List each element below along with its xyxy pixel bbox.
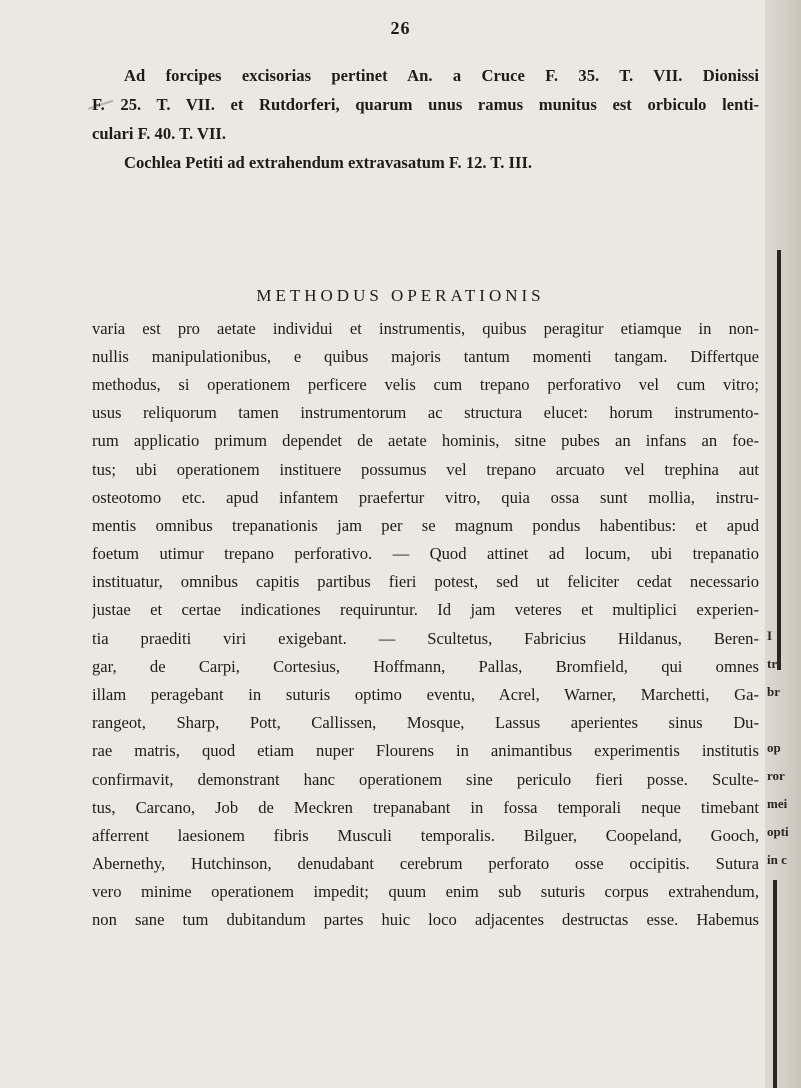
intro-line: Cochlea Petiti ad extrahendum extravasatum F. 12. T. III.	[124, 153, 533, 172]
adjacent-page-edge	[765, 0, 801, 1088]
body-line: vero minime operationem impedit; quum enim sub suturis corpus extrahendum,	[92, 882, 759, 901]
body-line: afferrent laesionem fibris Musculi temporalis. Bilguer, Coopeland, Gooch,	[92, 826, 759, 845]
edge-text-fragment: ror	[767, 768, 785, 783]
body-line: nullis manipulationibus, e quibus majoris tantum momenti tangam. Differtque	[92, 347, 759, 366]
body-line: justae et certae indicationes requiruntur. Id jam veteres et multiplici experien-	[92, 600, 759, 619]
page-edge-shadow	[777, 250, 781, 670]
page-number: 26	[390, 18, 411, 38]
intro-line: F. 25. T. VII. et Rutdorferi, quarum unus ramus munitus est orbiculo lenti-	[92, 95, 759, 114]
section-heading: METHODUS OPERATIONIS	[256, 286, 545, 305]
body-line: foetum utimur trepano perforativo. — Quod attinet ad locum, ubi trepanatio	[92, 544, 759, 563]
body-line: usus reliquorum tamen instrumentorum ac structura elucet: horum instrumento-	[92, 403, 759, 422]
edge-text-fragment: tr	[767, 656, 778, 671]
body-line: varia est pro aetate individui et instrumentis, quibus peragitur etiamque in non-	[92, 319, 759, 338]
intro-line: culari F. 40. T. VII.	[92, 124, 227, 143]
body-line: confirmavit, demonstrant hanc operationem sine periculo fieri posse. Sculte-	[92, 770, 759, 789]
edge-text-fragment: I	[767, 628, 773, 643]
body-line: illam peragebant in suturis optimo eventu, Acrel, Warner, Marchetti, Ga-	[92, 685, 759, 704]
body-line: rum applicatio primum dependet de aetate hominis, sitne pubes an infans an foe-	[92, 431, 759, 450]
body-line: rangeot, Sharp, Pott, Callissen, Mosque, Lassus aperientes sinus Du-	[92, 713, 759, 732]
body-line: rae matris, quod etiam nuper Flourens in animantibus experimentis institutis	[92, 741, 759, 760]
page-edge-shadow	[773, 880, 777, 1088]
edge-text-fragment: opti	[767, 824, 789, 839]
edge-text-fragment: op	[767, 740, 781, 755]
body-line: instituatur, omnibus capitis partibus fieri potest, sed ut feliciter cedat necessario	[92, 572, 759, 591]
edge-text-fragment: in c	[767, 852, 787, 867]
body-line: osteotomo etc. apud infantem praefertur vitro, quia ossa sunt mollia, instru-	[92, 488, 759, 507]
edge-text-fragment: mei	[767, 796, 788, 811]
body-line: mentis omnibus trepanationis jam per se magnum pondus habentibus: et apud	[92, 516, 759, 535]
edge-text-fragment: br	[767, 684, 780, 699]
intro-line: Ad forcipes excisorias pertinet An. a Cruce F. 35. T. VII. Dionissi	[124, 66, 759, 85]
body-line: tia praediti viri exigebant. — Scultetus, Fabricius Hildanus, Beren-	[92, 629, 759, 648]
body-line: tus, Carcano, Job de Meckren trepanabant in fossa temporali neque timebant	[92, 798, 759, 817]
body-line: gar, de Carpi, Cortesius, Hoffmann, Pallas, Bromfield, qui omnes	[92, 657, 759, 676]
body-line: non sane tum dubitandum partes huic loco adjacentes destructas esse. Habemus	[92, 910, 759, 929]
body-line: Abernethy, Hutchinson, denudabant cerebrum perforato osse occipitis. Sutura	[92, 854, 759, 873]
body-line: tus; ubi operationem instituere possumus vel trepano arcuato vel trephina aut	[92, 460, 759, 479]
body-line: methodus, si operationem perficere velis cum trepano perforativo vel cum vitro;	[92, 375, 759, 394]
